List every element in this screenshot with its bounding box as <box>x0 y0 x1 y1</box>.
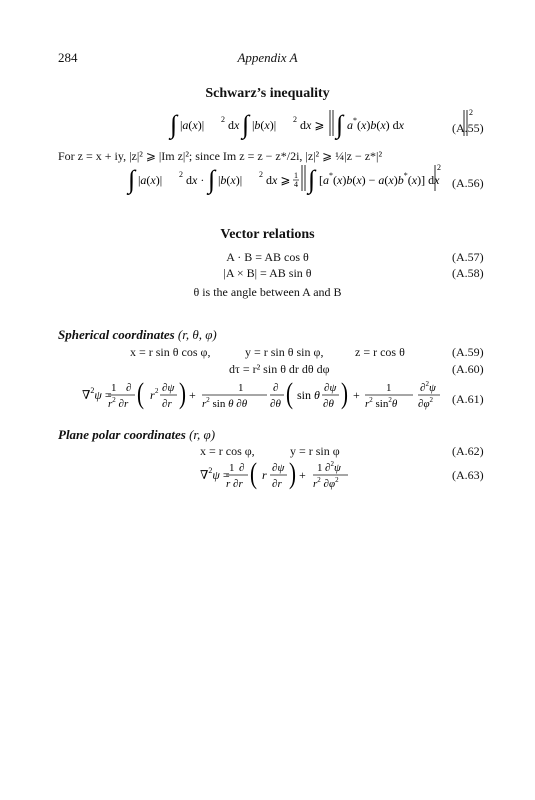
equation-number-a60: (A.60) <box>452 362 484 376</box>
equation-a59-z: z = r cos θ <box>355 345 405 359</box>
equation-a57: A · B = AB cos θ <box>226 250 309 264</box>
section-heading-polar <box>58 427 215 443</box>
svg-text:|b(x)|: |b(x)| <box>252 118 277 132</box>
svg-text:|a(x)|: |a(x)| <box>180 118 205 132</box>
svg-text:(: ( <box>285 376 293 410</box>
svg-text:+: + <box>299 468 306 482</box>
svg-text:1: 1 <box>238 382 244 394</box>
spherical-vars: (r, θ, φ) <box>177 327 217 342</box>
equation-a61-last-term <box>365 375 455 415</box>
svg-text:∂ψ: ∂ψ <box>324 382 337 394</box>
equation-number-a61: (A.61) <box>452 392 484 406</box>
equation-a58: |A × B| = AB sin θ <box>223 266 312 280</box>
svg-text:∂2ψ: ∂$^2$ψ <box>420 380 436 394</box>
svg-text:∂r: ∂r <box>162 398 172 410</box>
svg-text:2: 2 <box>221 115 225 124</box>
section-heading-spherical <box>58 327 217 343</box>
svg-text:a*(x)b(x) dx: a*(x)b(x) dx <box>347 116 404 132</box>
svg-text:1: 1 <box>294 171 298 180</box>
svg-text:1: 1 <box>111 382 117 394</box>
svg-text:2: 2 <box>179 170 183 179</box>
equation-a63 <box>200 455 370 495</box>
svg-text:∫: ∫ <box>170 110 178 139</box>
equation-a62-y: y = r sin φ <box>290 444 340 458</box>
svg-text:2: 2 <box>155 387 159 395</box>
svg-text:+: + <box>189 388 196 402</box>
svg-text:r ∂r: r ∂r <box>226 478 243 490</box>
equation-number-a57: (A.57) <box>452 250 484 264</box>
equation-number-a62: (A.62) <box>452 444 484 458</box>
svg-text:): ) <box>288 456 296 490</box>
svg-text:2: 2 <box>437 163 441 172</box>
svg-text:2: 2 <box>259 170 263 179</box>
svg-text:∂φ2: $\partial\varphi^2$ <box>418 396 434 410</box>
svg-text:∂r: ∂r <box>272 478 282 490</box>
svg-text:r: r <box>150 388 155 402</box>
equation-a56 <box>128 161 448 197</box>
vector-note: θ is the angle between A and B <box>193 285 342 299</box>
spherical-title: Spherical coordinates <box>58 327 175 342</box>
equation-a60: dτ = r² sin θ dr dθ dφ <box>229 362 330 376</box>
equation-a61 <box>82 375 402 415</box>
svg-text:): ) <box>341 376 348 410</box>
svg-text:∂ψ: ∂ψ <box>162 382 175 394</box>
svg-text:|b(x)|: |b(x)| <box>218 173 243 187</box>
svg-text:∂: ∂ <box>126 382 132 394</box>
equation-a59-y: y = r sin θ sin φ, <box>245 345 324 359</box>
svg-text:∫: ∫ <box>336 110 344 139</box>
equation-a59-x: x = r sin θ cos φ, <box>130 345 211 359</box>
svg-text:∫: ∫ <box>128 165 136 194</box>
svg-text:sin θ: sin θ <box>297 388 320 402</box>
section-heading-vector: Vector relations <box>220 227 315 242</box>
equation-number-a56: (A.56) <box>452 176 484 190</box>
svg-text:dx: dx <box>228 118 240 132</box>
schwarz-note: For z = x + iy, |z|² ⩾ |Im z|²; since Im z = z − z*/2i, |z|² ⩾ ¼|z − z*|² <box>58 149 383 163</box>
svg-text:1: 1 <box>317 462 323 474</box>
polar-vars: (r, φ) <box>189 427 216 442</box>
equation-number-a59: (A.59) <box>452 345 484 359</box>
svg-text:2: 2 <box>469 108 473 117</box>
section-heading-schwarz: Schwarz’s inequality <box>205 86 330 101</box>
svg-text:∫: ∫ <box>208 165 216 194</box>
svg-text:dx ⩾: dx ⩾ <box>300 118 325 132</box>
svg-text:+: + <box>353 388 360 402</box>
svg-text:r2 sin θ ∂θ: $r^2$ sin θ ∂θ <box>202 396 248 410</box>
svg-text:∫: ∫ <box>242 110 250 139</box>
svg-text:r2 sin2θ: $r^2$ $\sin^2\theta$ <box>365 396 398 410</box>
svg-text:1: 1 <box>386 382 392 394</box>
equation-a62-x: x = r cos φ, <box>200 444 255 458</box>
svg-text:∂: ∂ <box>239 462 245 474</box>
svg-text:r2 ∂φ2: $r^2$ $\partial\varphi^2$ <box>313 476 339 490</box>
svg-text:[a*(x)b(x) − a(x)b*(x)] dx: [a*(x)b(x) − a(x)b*(x)] dx <box>319 171 440 187</box>
equation-number-a63: (A.63) <box>452 468 484 482</box>
svg-text:r: r <box>262 468 267 482</box>
svg-text:∂θ: ∂θ <box>323 398 334 410</box>
svg-text:): ) <box>179 376 187 410</box>
svg-text:(: ( <box>137 376 145 410</box>
svg-text:4: 4 <box>294 180 298 189</box>
svg-text:∂2ψ: ∂$^2$ψ <box>325 460 341 474</box>
svg-text:∇2ψ =: ∇$^2$ψ = <box>82 386 112 402</box>
svg-text:|a(x)|: |a(x)| <box>138 173 163 187</box>
svg-text:dx ·: dx · <box>186 173 205 187</box>
svg-text:dx ⩾: dx ⩾ <box>266 173 291 187</box>
svg-text:∂θ: ∂θ <box>270 398 281 410</box>
svg-text:∫: ∫ <box>308 165 316 194</box>
svg-text:∇2ψ =: ∇$^2$ψ = <box>200 466 230 482</box>
svg-text:∂ψ: ∂ψ <box>272 462 285 474</box>
svg-text:∂: ∂ <box>273 382 279 394</box>
equation-number-a58: (A.58) <box>452 266 484 280</box>
polar-title: Plane polar coordinates <box>58 427 186 442</box>
equation-number-a55: (A.55) <box>452 121 484 135</box>
page-number: 284 <box>58 50 78 65</box>
svg-text:(: ( <box>249 456 257 490</box>
svg-text:2: 2 <box>293 115 297 124</box>
svg-text:1: 1 <box>229 462 235 474</box>
svg-text:r2 ∂r: $r^2$ ∂r <box>108 396 129 410</box>
running-head: Appendix A <box>237 50 298 65</box>
